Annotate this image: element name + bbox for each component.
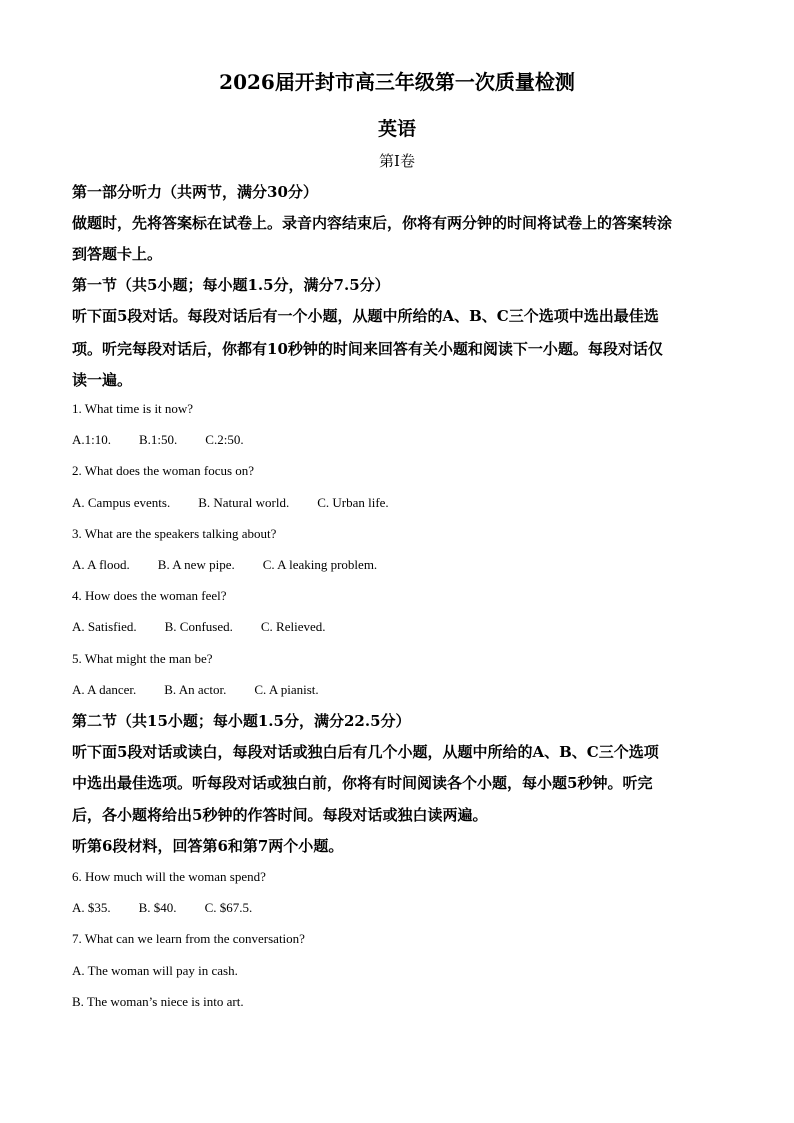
section2-instruction-line: 中选出最佳选项。听每段对话或独白前，你将有时间阅读各个小题，每小题5秒钟。听完 [72, 774, 653, 792]
part1-instruction-line: 做题时，先将答案标在试卷上。录音内容结束后，你将有两分钟的时间将试卷上的答案转涂 [72, 214, 673, 232]
question-text: 3. What are the speakers talking about? [72, 526, 277, 541]
exam-title: 2026届开封市高三年级第一次质量检测 [219, 70, 575, 94]
option: A.1:10. [72, 432, 111, 447]
question-text: 1. What time is it now? [72, 401, 194, 416]
question-options [72, 681, 347, 699]
option: C. $67.5. [204, 900, 253, 915]
option: B. Confused. [164, 619, 233, 634]
option: B. $40. [138, 900, 177, 915]
option: C. A pianist. [254, 682, 319, 697]
option: B. An actor. [164, 682, 227, 697]
question-options [72, 618, 354, 636]
section2-instruction-line: 后，各小题将给出5秒钟的作答时间。每段对话或独白读两遍。 [72, 806, 488, 824]
question-text: 2. What does the woman focus on? [72, 463, 255, 478]
option: C.2:50. [205, 432, 244, 447]
section2-heading: 第二节（共15小题；每小题1.5分，满分22.5分） [72, 712, 411, 730]
question-text: 5. What might the man be? [72, 651, 213, 666]
option: A. $35. [72, 900, 111, 915]
option: C. A leaking problem. [262, 557, 378, 572]
part1-heading: 第一部分听力（共两节，满分30分） [72, 183, 318, 201]
option: A. The woman will pay in cash. [72, 963, 238, 978]
volume-label: 第Ⅰ卷 [379, 152, 415, 170]
option: B. A new pipe. [157, 557, 235, 572]
section1-instruction-line: 读一遍。 [72, 371, 133, 389]
part1-instruction-line: 到答题卡上。 [72, 245, 163, 263]
section1-instruction-line: 项。听完每段对话后，你都有10秒钟的时间来回答有关小题和阅读下一小题。每段对话仅 [72, 340, 663, 358]
subject-title: 英语 [377, 118, 416, 140]
option: B.1:50. [139, 432, 178, 447]
option: C. Relieved. [260, 619, 326, 634]
question-text: 7. What can we learn from the conversation? [72, 931, 305, 946]
option: B. The woman’s niece is into art. [72, 994, 244, 1009]
section1-heading: 第一节（共5小题；每小题1.5分，满分7.5分） [72, 276, 390, 294]
question-options [72, 431, 272, 449]
option: A. Campus events. [72, 495, 171, 510]
section2-instruction-line: 听下面5段对话或读白，每段对话或独白后有几个小题，从题中所给的A、B、C三个选项 [72, 743, 659, 761]
option: A. A flood. [72, 557, 130, 572]
question-options [72, 494, 417, 512]
question-text: 6. How much will the woman spend? [72, 869, 266, 884]
section1-instruction-line: 听下面5段对话。每段对话后有一个小题，从题中所给的A、B、C三个选项中选出最佳选 [72, 307, 659, 325]
question-options [72, 899, 280, 917]
option: A. Satisfied. [72, 619, 137, 634]
question-options [72, 556, 405, 574]
material-note: 听第6段材料，回答第6和第7两个小题。 [72, 837, 344, 855]
option: C. Urban life. [317, 495, 389, 510]
question-text: 4. How does the woman feel? [72, 588, 227, 603]
option: B. Natural world. [198, 495, 290, 510]
option: A. A dancer. [72, 682, 137, 697]
